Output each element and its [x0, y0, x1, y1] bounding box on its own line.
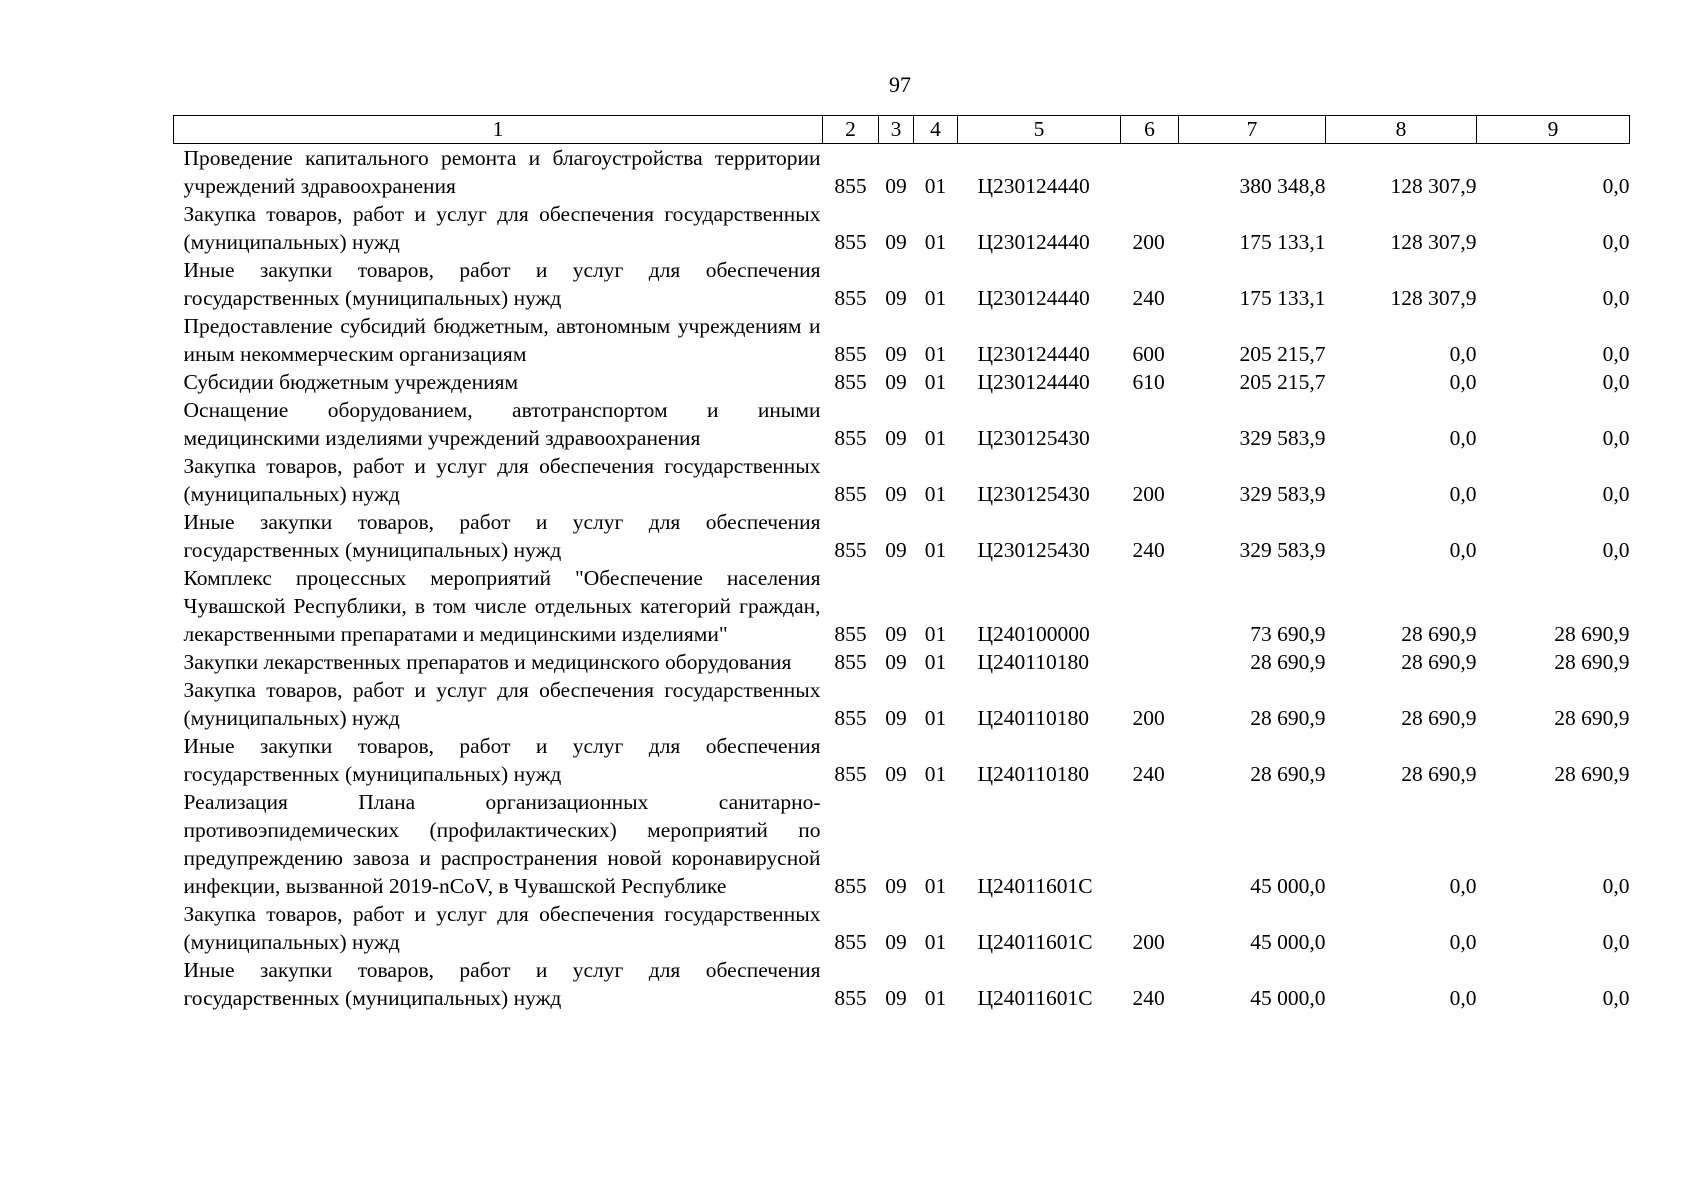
row-target-article: Ц240110180	[977, 762, 1089, 786]
row-amount-col7: 28 690,9	[1250, 650, 1326, 674]
row-description: Проведение капитального ремонта и благоустройства территории учреждений здравоохранения	[183, 146, 821, 198]
row-ministry-code: 855	[834, 342, 867, 366]
table-header	[174, 116, 1630, 144]
row-ministry-code: 855	[834, 930, 867, 954]
row-description: Закупки лекарственных препаратов и медицинского оборудования	[183, 650, 792, 674]
row-amount-col9: 0,0	[1602, 230, 1630, 254]
row-description: Иные закупки товаров, работ и услуг для обеспечения государственных (муниципальных) нужд	[183, 258, 821, 310]
row-amount-col8: 0,0	[1449, 538, 1477, 562]
row-expense-type	[1121, 788, 1179, 900]
row-ministry-code: 855	[834, 482, 867, 506]
table-row	[174, 396, 1630, 452]
row-description: Оснащение оборудованием, автотранспортом и иными медицинскими изделиями учреждений здравоохранения	[183, 398, 821, 450]
row-amount-col9: 0,0	[1602, 986, 1630, 1010]
row-ministry-code: 855	[834, 706, 867, 730]
row-section: 09	[885, 174, 907, 198]
header-col-1: 1	[174, 116, 823, 144]
row-expense-type	[1121, 648, 1179, 676]
row-amount-col9: 0,0	[1602, 286, 1630, 310]
header-row	[174, 116, 1630, 144]
row-description: Закупка товаров, работ и услуг для обеспечения государственных (муниципальных) нужд	[183, 678, 821, 730]
row-amount-col8: 128 307,9	[1390, 230, 1477, 254]
row-section: 09	[885, 538, 907, 562]
row-section: 09	[885, 930, 907, 954]
row-amount-col8: 28 690,9	[1401, 622, 1477, 646]
table-row	[174, 144, 1630, 201]
row-target-article: Ц230124440	[977, 342, 1090, 366]
table-row	[174, 788, 1630, 900]
row-description: Комплекс процессных мероприятий "Обеспечение населения Чувашской Республики, в том числе отдельных категорий граждан, лекарственными препаратами и медицинскими изделиями"	[183, 566, 821, 646]
budget-table	[173, 115, 1630, 1012]
row-subsection: 01	[924, 874, 947, 898]
header-col-6: 6	[1121, 116, 1179, 144]
row-ministry-code: 855	[834, 230, 867, 254]
row-amount-col7: 329 583,9	[1239, 426, 1326, 450]
row-target-article: Ц230124440	[977, 370, 1090, 394]
row-description: Реализация Плана организационных санитарно-противоэпидемических (профилактических) мероприятий по предупреждению завоза и распространения новой коронавирусной инфекции, вызванной 2019-nCoV, в Чувашской Республике	[183, 790, 821, 898]
row-amount-col7: 28 690,9	[1250, 762, 1326, 786]
header-col-3: 3	[879, 116, 914, 144]
row-target-article: Ц230124440	[977, 174, 1090, 198]
row-expense-type	[1121, 144, 1179, 201]
row-section: 09	[885, 986, 907, 1010]
row-amount-col8: 0,0	[1449, 426, 1477, 450]
table-row	[174, 312, 1630, 368]
row-subsection: 01	[924, 174, 947, 198]
row-section: 09	[885, 874, 907, 898]
row-amount-col7: 73 690,9	[1250, 622, 1326, 646]
header-col-9: 9	[1477, 116, 1630, 144]
row-subsection: 01	[924, 538, 947, 562]
row-expense-type: 600	[1132, 342, 1165, 366]
row-subsection: 01	[924, 986, 947, 1010]
table-row	[174, 676, 1630, 732]
row-section: 09	[885, 706, 907, 730]
row-amount-col9: 28 690,9	[1554, 622, 1630, 646]
row-description: Закупка товаров, работ и услуг для обеспечения государственных (муниципальных) нужд	[183, 202, 821, 254]
row-amount-col7: 329 583,9	[1239, 482, 1326, 506]
row-amount-col7: 45 000,0	[1250, 930, 1326, 954]
row-subsection: 01	[924, 482, 947, 506]
row-amount-col9: 0,0	[1602, 930, 1630, 954]
row-description: Предоставление субсидий бюджетным, автономным учреждениям и иным некоммерческим организациям	[183, 314, 821, 366]
row-section: 09	[885, 230, 907, 254]
row-description: Закупка товаров, работ и услуг для обеспечения государственных (муниципальных) нужд	[183, 454, 821, 506]
header-col-2: 2	[823, 116, 879, 144]
row-description: Иные закупки товаров, работ и услуг для обеспечения государственных (муниципальных) нужд	[183, 958, 821, 1010]
row-amount-col9: 0,0	[1602, 538, 1630, 562]
row-subsection: 01	[924, 930, 947, 954]
row-amount-col8: 0,0	[1449, 342, 1477, 366]
row-amount-col7: 175 133,1	[1239, 286, 1326, 310]
row-amount-col7: 380 348,8	[1239, 174, 1326, 198]
row-amount-col9: 0,0	[1602, 482, 1630, 506]
table-row	[174, 900, 1630, 956]
table-row	[174, 452, 1630, 508]
row-target-article: Ц230124440	[977, 230, 1090, 254]
row-amount-col7: 205 215,7	[1239, 370, 1326, 394]
row-target-article: Ц230124440	[977, 286, 1090, 310]
row-target-article: Ц240100000	[977, 622, 1090, 646]
row-target-article: Ц240110180	[977, 650, 1089, 674]
table-row	[174, 368, 1630, 396]
row-description: Иные закупки товаров, работ и услуг для обеспечения государственных (муниципальных) нужд	[183, 734, 821, 786]
row-subsection: 01	[924, 706, 947, 730]
row-section: 09	[885, 622, 907, 646]
header-col-7: 7	[1179, 116, 1326, 144]
row-amount-col8: 0,0	[1449, 370, 1477, 394]
row-amount-col8: 0,0	[1449, 482, 1477, 506]
row-amount-col9: 0,0	[1602, 874, 1630, 898]
budget-table-wrapper	[173, 115, 1629, 1012]
row-amount-col8: 28 690,9	[1401, 706, 1477, 730]
row-expense-type: 200	[1132, 482, 1165, 506]
row-section: 09	[885, 650, 907, 674]
row-section: 09	[885, 762, 907, 786]
row-target-article: Ц240110180	[977, 706, 1089, 730]
row-subsection: 01	[924, 230, 947, 254]
row-ministry-code: 855	[834, 622, 867, 646]
row-target-article: Ц230125430	[977, 538, 1090, 562]
row-subsection: 01	[924, 342, 947, 366]
row-description: Субсидии бюджетным учреждениям	[183, 370, 519, 394]
row-target-article: Ц230125430	[977, 482, 1090, 506]
header-col-4: 4	[914, 116, 958, 144]
row-target-article: Ц24011601С	[977, 986, 1093, 1010]
row-expense-type: 200	[1132, 930, 1165, 954]
row-amount-col9: 28 690,9	[1554, 706, 1630, 730]
row-ministry-code: 855	[834, 370, 867, 394]
row-amount-col9: 28 690,9	[1554, 650, 1630, 674]
row-section: 09	[885, 286, 907, 310]
row-amount-col8: 28 690,9	[1401, 650, 1477, 674]
row-expense-type: 200	[1132, 230, 1165, 254]
row-ministry-code: 855	[834, 762, 867, 786]
row-target-article: Ц24011601С	[977, 874, 1093, 898]
row-amount-col8: 128 307,9	[1390, 174, 1477, 198]
row-amount-col7: 45 000,0	[1250, 986, 1326, 1010]
row-amount-col9: 0,0	[1602, 342, 1630, 366]
row-expense-type: 240	[1132, 286, 1165, 310]
row-target-article: Ц230125430	[977, 426, 1090, 450]
row-ministry-code: 855	[834, 426, 867, 450]
table-row	[174, 648, 1630, 676]
row-ministry-code: 855	[834, 286, 867, 310]
row-subsection: 01	[924, 762, 947, 786]
table-row	[174, 564, 1630, 648]
row-section: 09	[885, 342, 907, 366]
row-amount-col7: 28 690,9	[1250, 706, 1326, 730]
row-description: Закупка товаров, работ и услуг для обеспечения государственных (муниципальных) нужд	[183, 902, 821, 954]
header-col-8: 8	[1326, 116, 1477, 144]
row-expense-type: 240	[1132, 762, 1165, 786]
row-ministry-code: 855	[834, 538, 867, 562]
row-expense-type	[1121, 564, 1179, 648]
table-row	[174, 508, 1630, 564]
row-expense-type: 610	[1132, 370, 1165, 394]
row-amount-col8: 128 307,9	[1390, 286, 1477, 310]
row-amount-col8: 0,0	[1449, 930, 1477, 954]
row-subsection: 01	[924, 286, 947, 310]
row-section: 09	[885, 370, 907, 394]
page-number	[0, 72, 1697, 98]
row-ministry-code: 855	[834, 874, 867, 898]
row-amount-col8: 0,0	[1449, 986, 1477, 1010]
table-row	[174, 256, 1630, 312]
page-number-text: 97	[889, 72, 911, 97]
row-amount-col7: 329 583,9	[1239, 538, 1326, 562]
row-amount-col8: 0,0	[1449, 874, 1477, 898]
row-amount-col9: 28 690,9	[1554, 762, 1630, 786]
row-expense-type: 240	[1132, 538, 1165, 562]
row-subsection: 01	[924, 370, 947, 394]
row-subsection: 01	[924, 622, 947, 646]
row-amount-col9: 0,0	[1602, 426, 1630, 450]
row-ministry-code: 855	[834, 986, 867, 1010]
row-section: 09	[885, 482, 907, 506]
table-row	[174, 956, 1630, 1012]
header-col-5: 5	[958, 116, 1121, 144]
row-ministry-code: 855	[834, 650, 867, 674]
row-subsection: 01	[924, 426, 947, 450]
row-expense-type: 200	[1132, 706, 1165, 730]
row-target-article: Ц24011601С	[977, 930, 1093, 954]
row-amount-col9: 0,0	[1602, 370, 1630, 394]
row-amount-col7: 45 000,0	[1250, 874, 1326, 898]
row-description: Иные закупки товаров, работ и услуг для обеспечения государственных (муниципальных) нужд	[183, 510, 821, 562]
row-expense-type	[1121, 396, 1179, 452]
row-amount-col7: 175 133,1	[1239, 230, 1326, 254]
table-row	[174, 732, 1630, 788]
row-amount-col8: 28 690,9	[1401, 762, 1477, 786]
row-amount-col7: 205 215,7	[1239, 342, 1326, 366]
table-body	[174, 144, 1630, 1013]
row-amount-col9: 0,0	[1602, 174, 1630, 198]
row-ministry-code: 855	[834, 174, 867, 198]
row-expense-type: 240	[1132, 986, 1165, 1010]
row-subsection: 01	[924, 650, 947, 674]
row-section: 09	[885, 426, 907, 450]
table-row	[174, 200, 1630, 256]
